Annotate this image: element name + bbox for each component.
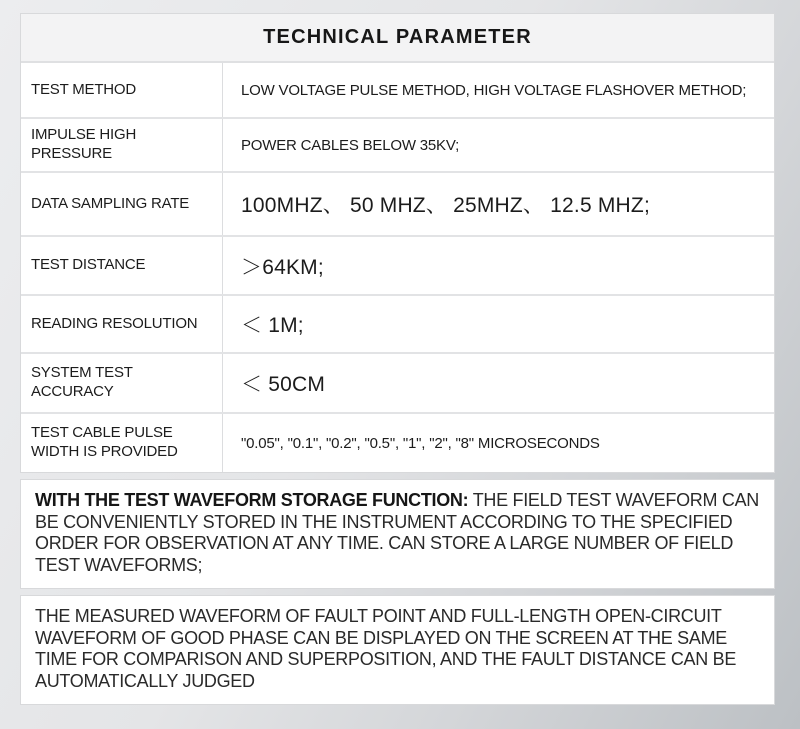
row-value: "0.05", "0.1", "0.2", "0.5", "1", "2", "8" MICROSECONDS [241, 434, 600, 452]
table-row [21, 237, 774, 296]
row-value: POWER CABLES BELOW 35KV; [241, 136, 460, 154]
note-lead: WITH THE TEST WAVEFORM STORAGE FUNCTION: [35, 490, 469, 510]
table-row [21, 354, 774, 414]
row-label: IMPULSE HIGH PRESSURE [21, 119, 223, 171]
row-label: DATA SAMPLING RATE [21, 173, 223, 235]
row-label: TEST METHOD [21, 63, 223, 117]
row-label: READING RESOLUTION [21, 296, 223, 352]
table-row [21, 119, 774, 173]
table-row [21, 296, 774, 354]
row-label: TEST DISTANCE [21, 237, 223, 294]
row-value: ＜ 1M; [241, 314, 304, 337]
row-label: TEST CABLE PULSE WIDTH IS PROVIDED [21, 414, 223, 472]
content-column [20, 13, 775, 705]
row-label: SYSTEM TEST ACCURACY [21, 354, 223, 412]
note-block-waveform-display [20, 595, 775, 705]
spec-table [20, 13, 775, 473]
row-value: ＜ 50CM [241, 373, 326, 396]
note-text: THE FIELD TEST WAVEFORM CAN BE CONVENIENTLY STORED IN THE INSTRUMENT ACCORDING TO THE SPECIFIED ORDER FOR OBSERVATION AT ANY TIME. CAN STORE A LARGE NUMBER OF FIELD TEST WAVEFORMS; [35, 490, 759, 575]
row-value: 100MHZ、 50 MHZ、 25MHZ、 12.5 MHZ; [241, 194, 650, 217]
row-value: ＞64KM; [241, 255, 324, 279]
table-row [21, 173, 774, 237]
table-header [21, 14, 774, 63]
table-row [21, 63, 774, 119]
note-block-storage-function [20, 479, 775, 589]
table-row [21, 414, 774, 473]
page-title: TECHNICAL PARAMETER [263, 26, 532, 48]
row-value: LOW VOLTAGE PULSE METHOD, HIGH VOLTAGE FLASHOVER METHOD; [241, 81, 747, 99]
note-text: THE MEASURED WAVEFORM OF FAULT POINT AND FULL-LENGTH OPEN-CIRCUIT WAVEFORM OF GOOD PHASE CAN BE DISPLAYED ON THE SCREEN AT THE SAME TIME FOR COMPARISON AND SUPERPOSITION, AND THE FAULT DISTANCE CAN BE AUTOMATICALLY JUDGED [35, 606, 737, 691]
